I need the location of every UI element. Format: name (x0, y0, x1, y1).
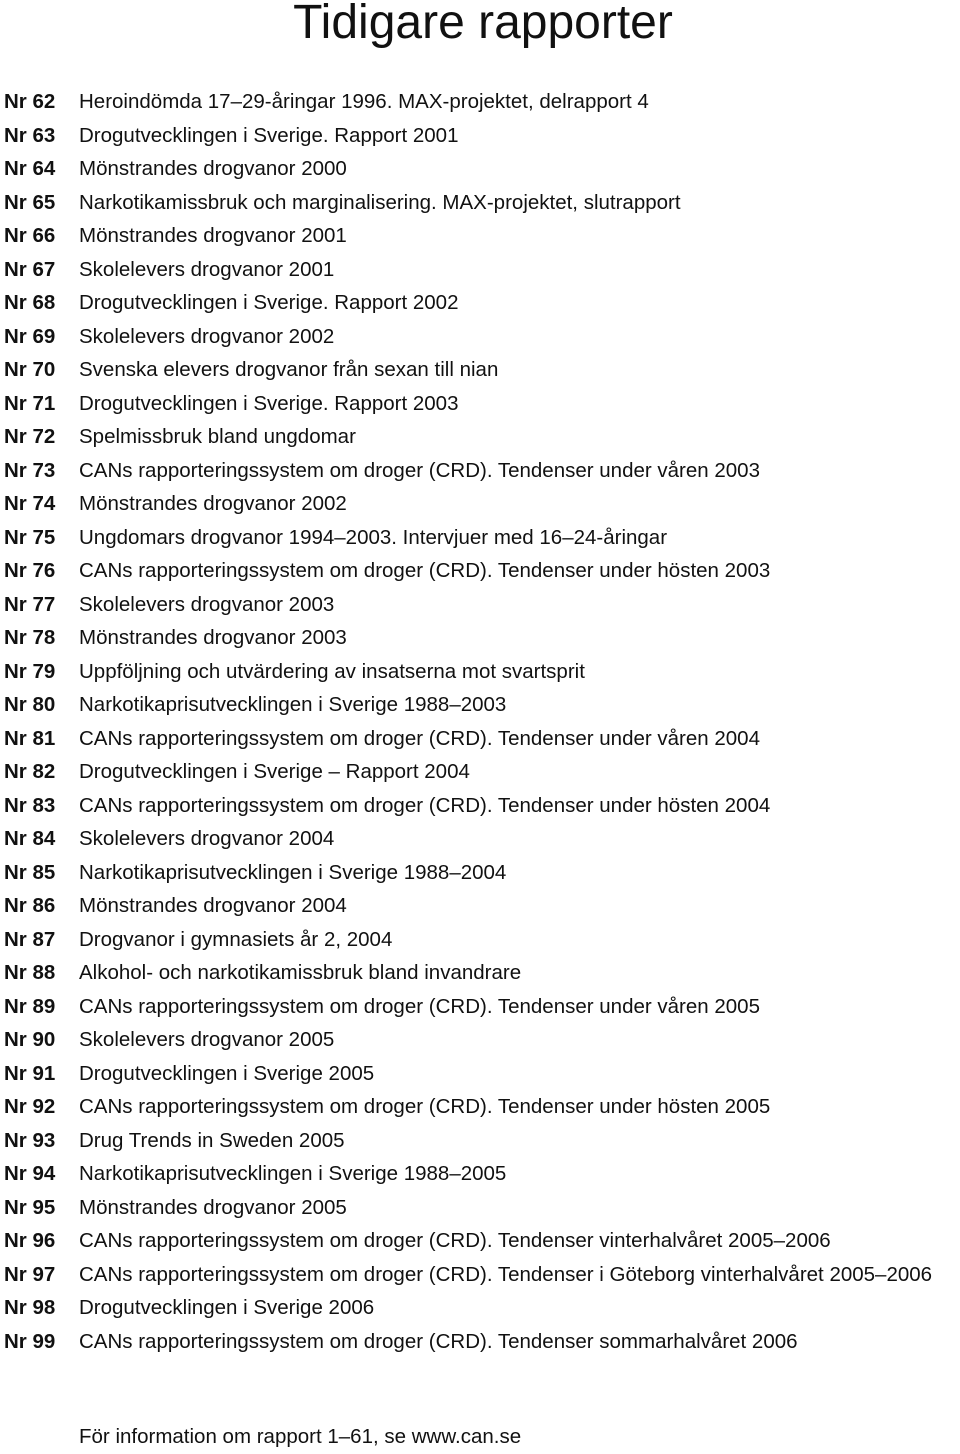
report-title: Narkotikaprisutvecklingen i Sverige 1988–2003 (79, 693, 507, 716)
report-row (4, 1191, 960, 1225)
report-title: Drogutvecklingen i Sverige – Rapport 2004 (79, 760, 470, 783)
report-title: CANs rapporteringssystem om droger (CRD). Tendenser under hösten 2004 (79, 793, 771, 817)
report-title: CANs rapporteringssystem om droger (CRD). Tendenser under våren 2003 (79, 458, 760, 482)
report-title: Skolelevers drogvanor 2005 (79, 1028, 335, 1051)
report-number: Nr 84 (4, 827, 56, 850)
report-number: Nr 89 (4, 994, 56, 1018)
report-title: Ungdomars drogvanor 1994–2003. Intervjuer med 16–24-åringar (79, 525, 668, 549)
report-row (4, 186, 960, 220)
report-row (4, 1325, 960, 1359)
report-row (4, 990, 960, 1024)
report-title: Mönstrandes drogvanor 2004 (79, 894, 347, 917)
report-number: Nr 72 (4, 425, 56, 448)
report-number: Nr 88 (4, 961, 56, 984)
report-number: Nr 75 (4, 525, 56, 549)
report-title: Uppföljning och utvärdering av insatserna mot svartsprit (79, 659, 585, 683)
report-title: Narkotikaprisutvecklingen i Sverige 1988–2004 (79, 860, 507, 884)
report-row (4, 320, 960, 354)
report-number: Nr 99 (4, 1329, 56, 1353)
report-row (4, 1258, 960, 1292)
report-title: Narkotikamissbruk och marginalisering. MAX-projektet, slutrapport (79, 190, 681, 214)
report-title: Drug Trends in Sweden 2005 (79, 1128, 345, 1152)
report-row (4, 85, 960, 119)
report-row (4, 923, 960, 957)
report-number: Nr 74 (4, 492, 56, 515)
report-row (4, 554, 960, 588)
report-number: Nr 83 (4, 793, 56, 817)
report-number: Nr 65 (4, 190, 56, 214)
report-title: CANs rapporteringssystem om droger (CRD). Tendenser vinterhalvåret 2005–2006 (79, 1229, 831, 1252)
report-row (4, 789, 960, 823)
report-number: Nr 77 (4, 592, 56, 616)
report-row (4, 487, 960, 521)
report-number: Nr 87 (4, 927, 56, 951)
report-title: Skolelevers drogvanor 2003 (79, 592, 335, 616)
report-row (4, 521, 960, 555)
report-number: Nr 63 (4, 123, 56, 147)
report-row (4, 1291, 960, 1325)
report-title: CANs rapporteringssystem om droger (CRD). Tendenser under hösten 2003 (79, 559, 771, 582)
report-number: Nr 70 (4, 358, 56, 381)
report-row (4, 387, 960, 421)
report-title: Drogutvecklingen i Sverige. Rapport 2002 (79, 291, 459, 314)
report-row (4, 688, 960, 722)
report-row (4, 1124, 960, 1158)
report-row (4, 588, 960, 622)
report-row (4, 454, 960, 488)
report-number: Nr 97 (4, 1262, 56, 1286)
report-title: Mönstrandes drogvanor 2003 (79, 626, 347, 649)
report-title: Drogutvecklingen i Sverige 2006 (79, 1296, 375, 1319)
report-title: Narkotikaprisutvecklingen i Sverige 1988–2005 (79, 1162, 507, 1185)
report-number: Nr 94 (4, 1162, 56, 1185)
report-title: CANs rapporteringssystem om droger (CRD). Tendenser under hösten 2005 (79, 1095, 771, 1118)
report-number: Nr 78 (4, 626, 56, 649)
report-row (4, 353, 960, 387)
report-row (4, 722, 960, 756)
report-title: Drogvanor i gymnasiets år 2, 2004 (79, 927, 393, 951)
report-row (4, 1224, 960, 1258)
report-number: Nr 68 (4, 291, 56, 314)
report-row (4, 1090, 960, 1124)
report-number: Nr 95 (4, 1195, 56, 1219)
report-list (4, 85, 960, 1358)
report-number: Nr 67 (4, 257, 56, 281)
report-row (4, 152, 960, 186)
report-title: Heroindömda 17–29-åringar 1996. MAX-projektet, delrapport 4 (79, 90, 649, 113)
report-number: Nr 62 (4, 90, 56, 113)
report-title: Alkohol- och narkotikamissbruk bland invandrare (79, 961, 522, 984)
report-title: Drogutvecklingen i Sverige. Rapport 2001 (79, 123, 459, 147)
report-row (4, 755, 960, 789)
report-number: Nr 86 (4, 894, 56, 917)
report-title: CANs rapporteringssystem om droger (CRD). Tendenser under våren 2005 (79, 994, 760, 1018)
report-number: Nr 73 (4, 458, 56, 482)
report-number: Nr 64 (4, 157, 56, 180)
report-number: Nr 66 (4, 224, 56, 247)
report-title: CANs rapporteringssystem om droger (CRD). Tendenser under våren 2004 (79, 726, 760, 750)
report-title: Mönstrandes drogvanor 2000 (79, 157, 347, 180)
report-title: Skolelevers drogvanor 2002 (79, 324, 335, 348)
report-title: Mönstrandes drogvanor 2002 (79, 492, 347, 515)
report-row (4, 956, 960, 990)
report-title: Spelmissbruk bland ungdomar (79, 425, 356, 448)
report-number: Nr 81 (4, 726, 56, 750)
report-number: Nr 69 (4, 324, 56, 348)
report-row (4, 420, 960, 454)
page-title: Tidigare rapporter (293, 0, 673, 49)
report-row (4, 286, 960, 320)
report-row (4, 856, 960, 890)
report-row (4, 119, 960, 153)
footer-info: För information om rapport 1–61, se www.can.se (79, 1425, 522, 1448)
report-number: Nr 76 (4, 559, 56, 582)
report-number: Nr 90 (4, 1028, 56, 1051)
report-row (4, 889, 960, 923)
report-number: Nr 92 (4, 1095, 56, 1118)
report-title: Mönstrandes drogvanor 2001 (79, 224, 347, 247)
report-number: Nr 71 (4, 391, 56, 415)
report-number: Nr 79 (4, 659, 56, 683)
report-row (4, 1057, 960, 1091)
report-row (4, 1157, 960, 1191)
report-title: Drogutvecklingen i Sverige 2005 (79, 1061, 375, 1085)
report-title: Svenska elevers drogvanor från sexan till nian (79, 358, 499, 381)
report-number: Nr 85 (4, 860, 56, 884)
report-title: Mönstrandes drogvanor 2005 (79, 1195, 347, 1219)
report-row (4, 655, 960, 689)
report-number: Nr 80 (4, 693, 56, 716)
report-row (4, 1023, 960, 1057)
report-title: Skolelevers drogvanor 2001 (79, 257, 335, 281)
report-number: Nr 91 (4, 1061, 56, 1085)
report-title: Skolelevers drogvanor 2004 (79, 827, 335, 850)
report-number: Nr 98 (4, 1296, 56, 1319)
report-title: CANs rapporteringssystem om droger (CRD). Tendenser i Göteborg vinterhalvåret 2005–2006 (79, 1262, 933, 1286)
report-title: CANs rapporteringssystem om droger (CRD). Tendenser sommarhalvåret 2006 (79, 1329, 798, 1353)
report-title: Drogutvecklingen i Sverige. Rapport 2003 (79, 391, 459, 415)
report-row (4, 219, 960, 253)
report-number: Nr 82 (4, 760, 56, 783)
report-row (4, 621, 960, 655)
report-row (4, 253, 960, 287)
report-number: Nr 96 (4, 1229, 56, 1252)
report-number: Nr 93 (4, 1128, 56, 1152)
report-row (4, 822, 960, 856)
